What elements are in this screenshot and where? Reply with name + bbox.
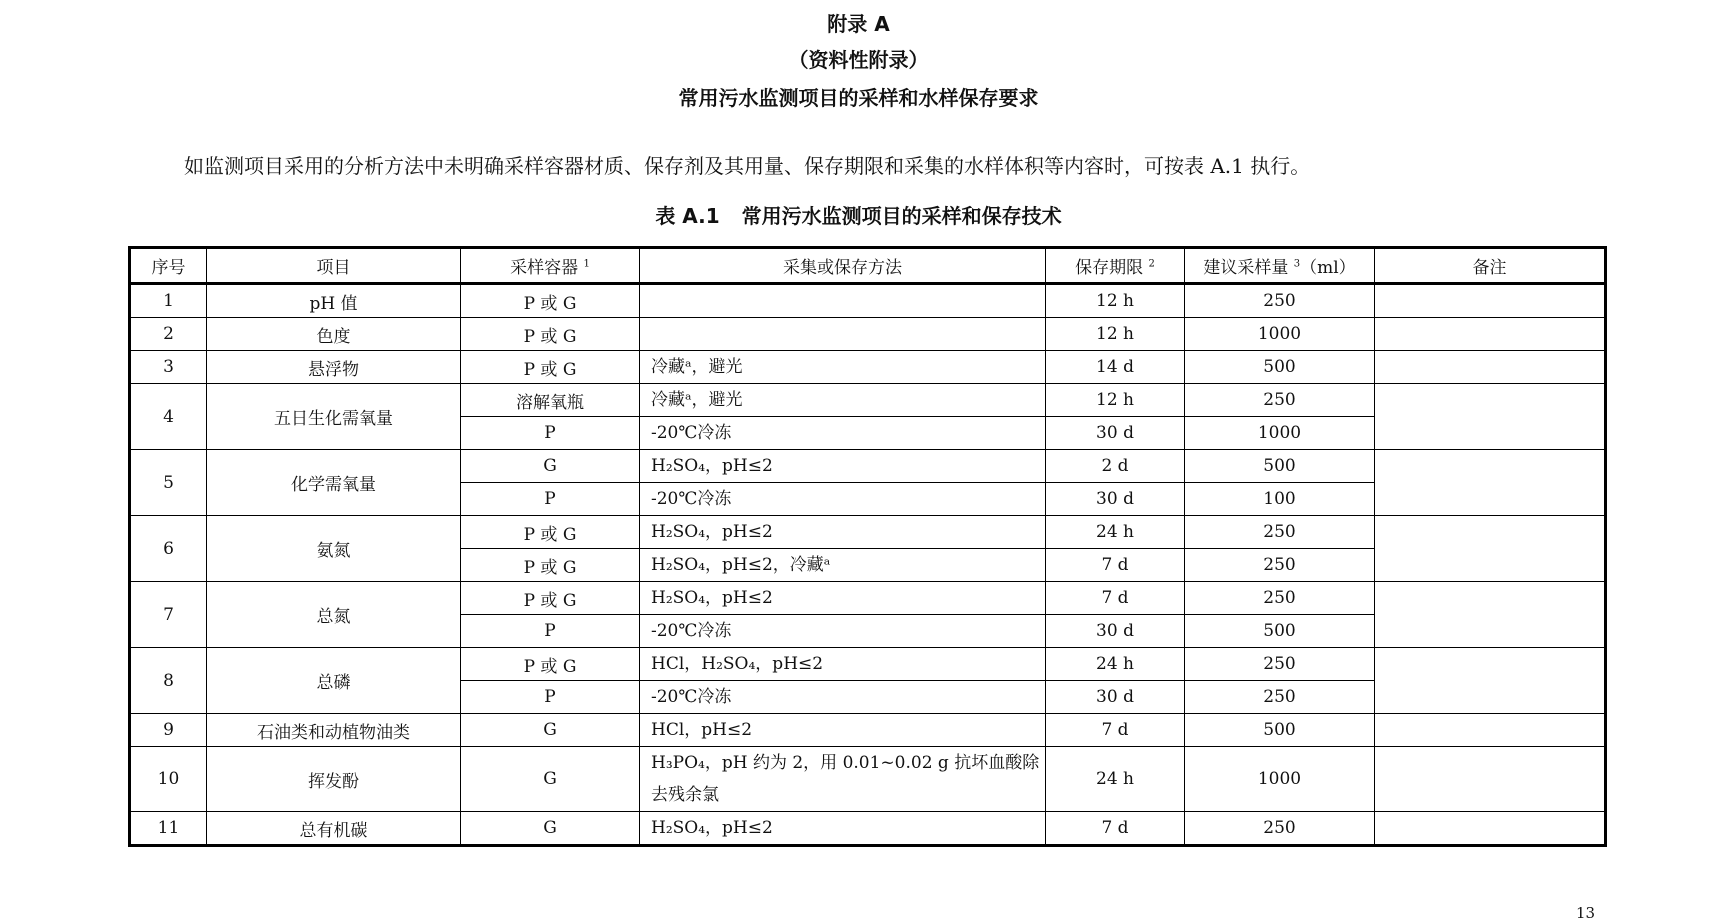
row-method-cell	[640, 284, 1046, 318]
header-period-label: 保存期限	[1075, 258, 1144, 278]
row-item-cell: 氨氮	[207, 516, 461, 582]
table-caption	[0, 200, 1717, 229]
row-period-cell: 30 d	[1046, 615, 1185, 648]
row-period-cell: 7 d	[1046, 812, 1185, 846]
row-seq-cell: 4	[130, 384, 207, 450]
row-container-cell: P 或 G	[461, 582, 640, 615]
row-volume-cell: 500	[1185, 450, 1375, 483]
row-volume-cell: 500	[1185, 351, 1375, 384]
table-row	[130, 284, 1606, 318]
header-container-label: 采样容器	[510, 258, 579, 278]
header-container-note: 1	[583, 258, 590, 270]
row-item-cell: 总磷	[207, 648, 461, 714]
row-volume-cell: 500	[1185, 615, 1375, 648]
row-item-cell: 总有机碳	[207, 812, 461, 846]
row-remarks-cell	[1375, 747, 1606, 812]
table-row	[130, 747, 1606, 812]
row-method-cell: 冷藏ᵃ，避光	[640, 351, 1046, 384]
sampling-table	[128, 246, 1607, 847]
header-item: 项目	[207, 248, 461, 284]
row-method-cell: H₂SO₄，pH≤2	[640, 516, 1046, 549]
appendix-label: 附录 A	[827, 12, 890, 36]
row-container-cell: G	[461, 450, 640, 483]
row-container-cell: G	[461, 714, 640, 747]
row-container-cell: P 或 G	[461, 648, 640, 681]
row-volume-cell: 1000	[1185, 318, 1375, 351]
row-seq-cell: 10	[130, 747, 207, 812]
row-remarks-cell	[1375, 648, 1606, 714]
row-method-cell: HCl，pH≤2	[640, 714, 1046, 747]
row-container-cell: P 或 G	[461, 284, 640, 318]
header-period	[1046, 248, 1185, 284]
row-period-cell: 24 h	[1046, 747, 1185, 812]
appendix-type: （资料性附录）	[788, 48, 929, 72]
row-seq-cell: 5	[130, 450, 207, 516]
row-remarks-cell	[1375, 450, 1606, 516]
row-seq-cell: 9	[130, 714, 207, 747]
table-row	[130, 582, 1606, 615]
row-item-cell: 化学需氧量	[207, 450, 461, 516]
row-remarks-cell	[1375, 812, 1606, 846]
row-seq-cell: 1	[130, 284, 207, 318]
row-remarks-cell	[1375, 284, 1606, 318]
header-volume-note: 3	[1293, 258, 1301, 270]
table-caption-number: 表 A.1	[655, 204, 720, 228]
row-period-cell: 12 h	[1046, 318, 1185, 351]
row-volume-cell: 250	[1185, 384, 1375, 417]
row-period-cell: 2 d	[1046, 450, 1185, 483]
row-volume-cell: 250	[1185, 582, 1375, 615]
row-method-cell: 冷藏ᵃ，避光	[640, 384, 1046, 417]
header-period-note: 2	[1148, 258, 1155, 270]
row-volume-cell: 1000	[1185, 747, 1375, 812]
table-row	[130, 351, 1606, 384]
row-seq-cell: 2	[130, 318, 207, 351]
table-header-row	[130, 248, 1606, 284]
row-remarks-cell	[1375, 351, 1606, 384]
row-volume-cell: 250	[1185, 516, 1375, 549]
row-seq-cell: 8	[130, 648, 207, 714]
header-remarks: 备注	[1375, 248, 1606, 284]
row-volume-cell: 250	[1185, 681, 1375, 714]
row-method-cell	[640, 318, 1046, 351]
header-container	[461, 248, 640, 284]
page-number: 13	[1576, 904, 1596, 922]
row-seq-cell: 7	[130, 582, 207, 648]
row-period-cell: 30 d	[1046, 483, 1185, 516]
row-period-cell: 24 h	[1046, 648, 1185, 681]
row-remarks-cell	[1375, 318, 1606, 351]
row-volume-cell: 250	[1185, 812, 1375, 846]
row-volume-cell: 250	[1185, 549, 1375, 582]
row-container-cell: P 或 G	[461, 318, 640, 351]
row-method-cell: -20℃冷冻	[640, 483, 1046, 516]
row-container-cell: P	[461, 483, 640, 516]
row-item-cell: 总氮	[207, 582, 461, 648]
table-row	[130, 384, 1606, 417]
row-period-cell: 7 d	[1046, 582, 1185, 615]
header-method: 采集或保存方法	[640, 248, 1046, 284]
row-container-cell: P	[461, 417, 640, 450]
row-remarks-cell	[1375, 714, 1606, 747]
row-period-cell: 12 h	[1046, 284, 1185, 318]
row-volume-cell: 250	[1185, 284, 1375, 318]
row-period-cell: 7 d	[1046, 549, 1185, 582]
row-container-cell: P	[461, 681, 640, 714]
intro-paragraph: 如监测项目采用的分析方法中未明确采样容器材质、保存剂及其用量、保存期限和采集的水样体积等内容时，可按表 A.1 执行。	[184, 154, 1311, 178]
table-caption-title: 常用污水监测项目的采样和保存技术	[741, 204, 1062, 228]
row-method-cell: H₂SO₄，pH≤2	[640, 812, 1046, 846]
row-method-cell: H₃PO₄，pH 约为 2，用 0.01~0.02 g 抗坏血酸除去残余氯	[640, 747, 1046, 812]
row-container-cell: G	[461, 812, 640, 846]
row-method-cell: -20℃冷冻	[640, 417, 1046, 450]
table-row	[130, 648, 1606, 681]
header-seq: 序号	[130, 248, 207, 284]
row-seq-cell: 6	[130, 516, 207, 582]
row-volume-cell: 1000	[1185, 417, 1375, 450]
row-volume-cell: 100	[1185, 483, 1375, 516]
row-period-cell: 7 d	[1046, 714, 1185, 747]
header-volume	[1185, 248, 1375, 284]
row-item-cell: 悬浮物	[207, 351, 461, 384]
row-seq-cell: 11	[130, 812, 207, 846]
row-method-cell: -20℃冷冻	[640, 681, 1046, 714]
row-period-cell: 30 d	[1046, 417, 1185, 450]
row-container-cell: P	[461, 615, 640, 648]
row-method-cell: -20℃冷冻	[640, 615, 1046, 648]
row-method-cell: H₂SO₄，pH≤2，冷藏ᵃ	[640, 549, 1046, 582]
row-container-cell: P 或 G	[461, 351, 640, 384]
row-container-cell: G	[461, 747, 640, 812]
row-seq-cell: 3	[130, 351, 207, 384]
table-row	[130, 318, 1606, 351]
row-item-cell: 五日生化需氧量	[207, 384, 461, 450]
row-volume-cell: 250	[1185, 648, 1375, 681]
row-remarks-cell	[1375, 582, 1606, 648]
row-container-cell: P 或 G	[461, 516, 640, 549]
row-remarks-cell	[1375, 384, 1606, 450]
row-method-cell: HCl，H₂SO₄，pH≤2	[640, 648, 1046, 681]
row-volume-cell: 500	[1185, 714, 1375, 747]
header-volume-unit: （ml）	[1300, 258, 1356, 278]
row-period-cell: 24 h	[1046, 516, 1185, 549]
row-remarks-cell	[1375, 516, 1606, 582]
row-item-cell: 挥发酚	[207, 747, 461, 812]
table-row	[130, 714, 1606, 747]
row-period-cell: 30 d	[1046, 681, 1185, 714]
row-container-cell: P 或 G	[461, 549, 640, 582]
table-row	[130, 450, 1606, 483]
row-period-cell: 14 d	[1046, 351, 1185, 384]
appendix-title: 常用污水监测项目的采样和水样保存要求	[678, 86, 1039, 110]
header-volume-label: 建议采样量	[1203, 258, 1289, 278]
row-method-cell: H₂SO₄，pH≤2	[640, 450, 1046, 483]
row-item-cell: 色度	[207, 318, 461, 351]
row-container-cell: 溶解氧瓶	[461, 384, 640, 417]
row-method-cell: H₂SO₄，pH≤2	[640, 582, 1046, 615]
table-row	[130, 812, 1606, 846]
row-period-cell: 12 h	[1046, 384, 1185, 417]
row-item-cell: 石油类和动植物油类	[207, 714, 461, 747]
row-item-cell: pH 值	[207, 284, 461, 318]
table-row	[130, 516, 1606, 549]
